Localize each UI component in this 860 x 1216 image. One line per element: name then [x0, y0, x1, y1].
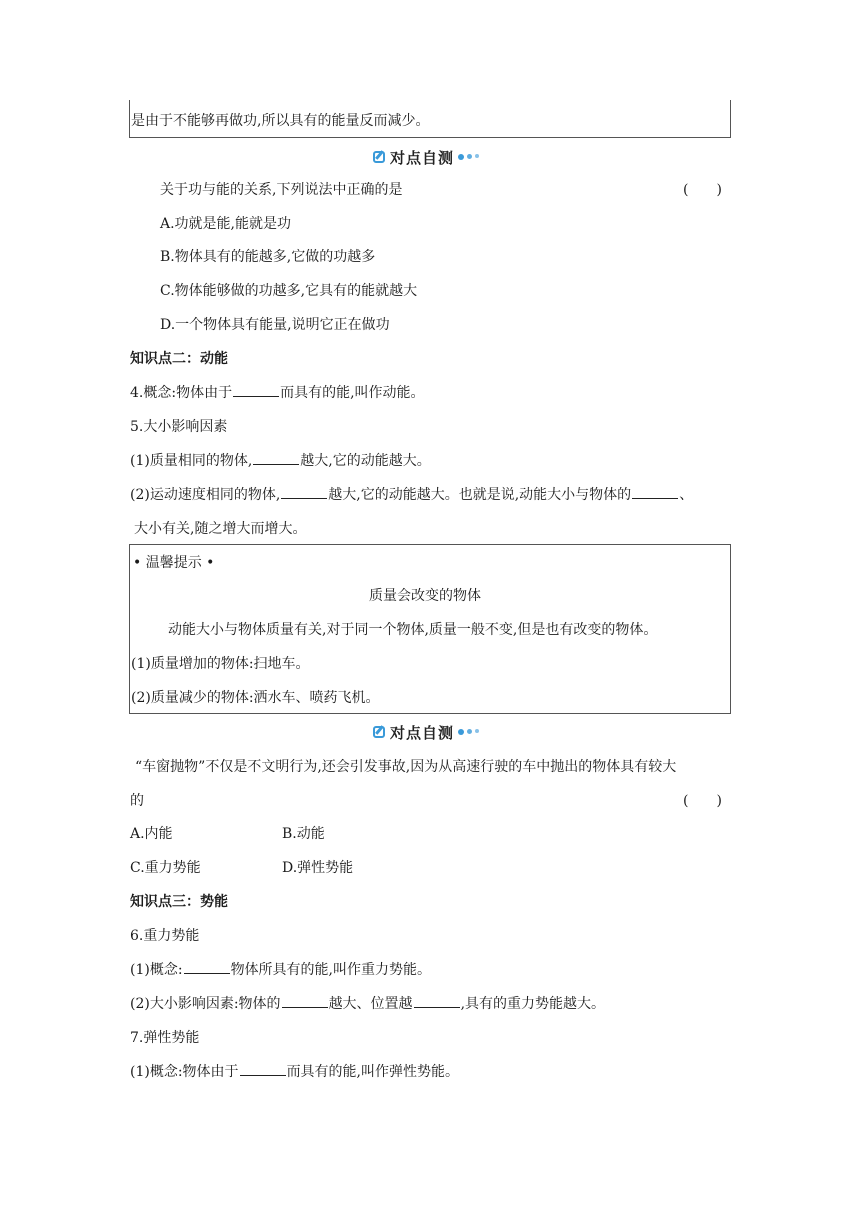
- fill-blank[interactable]: [184, 961, 230, 974]
- item-5-1: (1)质量相同的物体, 越大,它的动能越大。: [130, 453, 431, 469]
- banner-title: 对点自测: [390, 148, 455, 167]
- fill-blank[interactable]: [414, 995, 460, 1008]
- tip-label: • 温馨提示 •: [133, 555, 215, 571]
- fill-blank[interactable]: [253, 452, 299, 465]
- item-6: 6.重力势能: [130, 928, 200, 944]
- pencil-icon: [373, 151, 385, 163]
- item-5-2-cont: 大小有关,随之增大而增大。: [134, 521, 307, 537]
- self-test-banner: [373, 722, 479, 742]
- option-b: B.动能: [282, 826, 325, 842]
- self-test-banner: [373, 147, 479, 167]
- item-5-2: (2)运动速度相同的物体, 越大,它的动能越大。也就是说,动能大小与物体的 、: [130, 487, 694, 503]
- item-6-1: (1)概念: 物体所具有的能,叫作重力势能。: [130, 962, 432, 978]
- fill-blank[interactable]: [632, 486, 678, 499]
- banner-title: 对点自测: [390, 723, 455, 742]
- section-heading: 知识点三：势能: [130, 894, 228, 910]
- answer-paren: ( ): [683, 793, 722, 809]
- tip-line-2: (2)质量减少的物体:洒水车、喷药飞机。: [131, 690, 380, 706]
- item-6-2: (2)大小影响因素:物体的 越大、位置越 ,具有的重力势能越大。: [130, 996, 606, 1012]
- item-7-1: (1)概念:物体由于 而具有的能,叫作弹性势能。: [130, 1064, 460, 1080]
- option-a: A.内能: [130, 826, 173, 842]
- dots-icon: [458, 154, 479, 160]
- fill-blank[interactable]: [233, 384, 279, 397]
- question-stem-cont: 的: [130, 793, 144, 809]
- fill-blank[interactable]: [282, 995, 328, 1008]
- option-c: C.重力势能: [130, 860, 201, 876]
- section-heading: 知识点二：动能: [130, 351, 228, 367]
- tip-line-1: (1)质量增加的物体:扫地车。: [131, 656, 310, 672]
- answer-paren: ( ): [683, 182, 722, 198]
- dots-icon: [458, 729, 479, 735]
- tip-paragraph: 动能大小与物体质量有关,对于同一个物体,质量一般不变,但是也有改变的物体。: [168, 622, 658, 638]
- item-4: 4.概念:物体由于 而具有的能,叫作动能。: [130, 385, 425, 401]
- item-7: 7.弹性势能: [130, 1030, 200, 1046]
- question-stem: 关于功与能的关系,下列说法中正确的是: [160, 182, 403, 198]
- note-box-text: 是由于不能够再做功,所以具有的能量反而减少。: [131, 113, 430, 129]
- tip-title: 质量会改变的物体: [369, 588, 481, 604]
- option-d: D.弹性势能: [282, 860, 354, 876]
- option-b: B.物体具有的能越多,它做的功越多: [160, 249, 376, 265]
- pencil-icon: [373, 726, 385, 738]
- question-stem: “车窗抛物”不仅是不文明行为,还会引发事故,因为从高速行驶的车中抛出的物体具有较大: [135, 759, 677, 775]
- fill-blank[interactable]: [240, 1063, 286, 1076]
- option-a: A.功就是能,能就是功: [160, 216, 292, 232]
- option-c: C.物体能够做的功越多,它具有的能就越大: [160, 283, 418, 299]
- fill-blank[interactable]: [281, 486, 327, 499]
- item-5: 5.大小影响因素: [130, 419, 228, 435]
- option-d: D.一个物体具有能量,说明它正在做功: [160, 317, 390, 333]
